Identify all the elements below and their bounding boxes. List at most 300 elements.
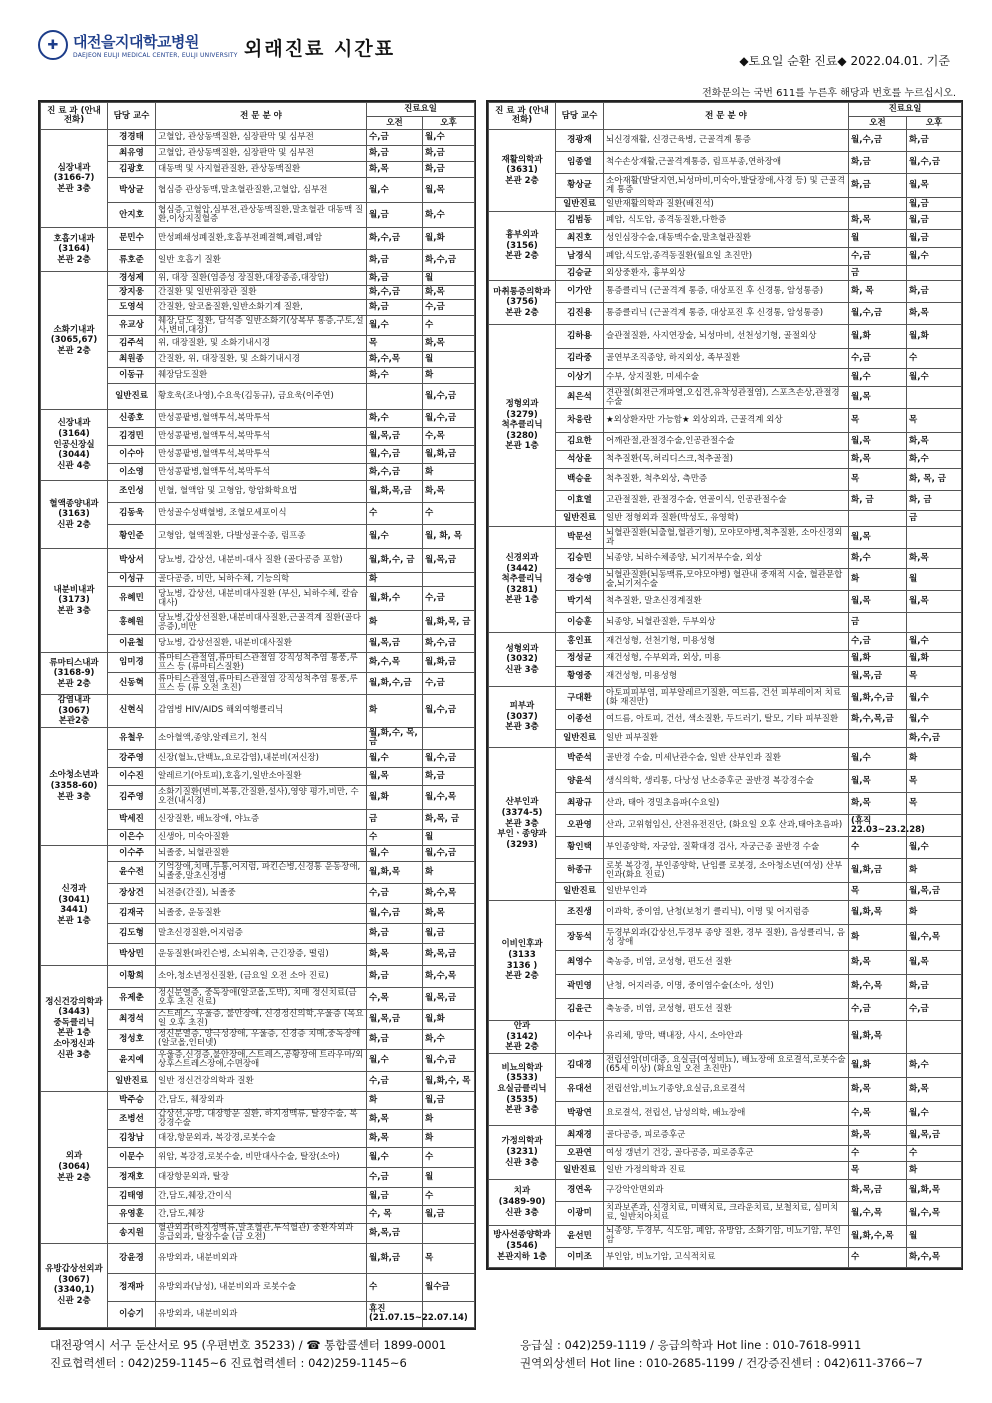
am-schedule: 화 — [367, 611, 423, 635]
pm-schedule: 수 — [423, 503, 475, 525]
pm-schedule: 월 — [423, 352, 475, 368]
doctor-name: 김재국 — [108, 903, 156, 923]
pm-schedule: 화,금 — [907, 281, 962, 303]
department-label: 유방갑상선외과 — [45, 1264, 103, 1275]
department-label: (3044) — [58, 450, 90, 461]
pm-schedule: 화,수 — [423, 203, 475, 228]
doctor-name: 최광규 — [556, 793, 604, 815]
doctor-name: 경광재 — [556, 130, 604, 152]
pm-schedule: 화,금 — [423, 767, 475, 785]
doctor-name: 박주승 — [108, 1091, 156, 1109]
am-schedule: 화,목 — [849, 451, 907, 469]
table-row — [41, 130, 475, 146]
department-cell — [489, 1225, 556, 1267]
department-label: 신관 3층 — [57, 1049, 91, 1060]
am-schedule: 화,목 — [849, 793, 907, 815]
specialty: 기억장애,치매,두통,어지럼, 파킨슨병,신경통 운동장애,뇌졸중,말초신경병 — [156, 861, 367, 883]
table-row — [489, 667, 962, 687]
pm-schedule: 화,목, 금 — [423, 809, 475, 829]
department-label: (3279) — [506, 409, 538, 420]
specialty: 뇌혈관질환(뇌동맥류,모야모야병) 혈관내 중재적 시술, 혈관문합술,뇌기저수술 — [604, 569, 849, 591]
pm-schedule: 수 — [907, 349, 962, 369]
table-row — [41, 845, 475, 861]
table-row — [489, 710, 962, 730]
am-schedule: 월,화 — [849, 651, 907, 667]
am-schedule: 화,목 — [849, 1125, 907, 1145]
header-am: 오전 — [367, 117, 423, 130]
doctor-name: 일반진료 — [556, 1161, 604, 1179]
department-label: 이비인후과 — [501, 939, 543, 950]
specialty: 골다공증, 피로증후군 — [604, 1125, 849, 1145]
specialty: 일반 정신건강의학과 질환 — [156, 1071, 367, 1091]
doctor-name: 강주영 — [108, 749, 156, 767]
doctor-name: 김범동 — [556, 212, 604, 230]
specialty: 소화기질환(변비,복통,간질환,설사),영양 평가,비만, 수 오전(내시경) — [156, 785, 367, 809]
am-schedule: 화,목 — [367, 1109, 423, 1129]
am-schedule: (휴직 22.03~23.2.28) — [849, 815, 907, 837]
department-label: (3156) — [506, 240, 538, 251]
pm-schedule: 화 — [907, 901, 962, 925]
department-label: 본관 1층 — [57, 916, 91, 926]
doctor-name: 김주영 — [108, 785, 156, 809]
table-row — [489, 409, 962, 433]
am-schedule: 월,수 — [367, 845, 423, 861]
department-label: 피부과 — [509, 701, 535, 712]
am-schedule: 금 — [849, 613, 907, 633]
specialty: 구강악안면외과 — [604, 1179, 849, 1201]
department-label: 소아정신과 — [53, 1039, 95, 1049]
department-label: (3293) — [506, 839, 538, 850]
department-label: 신관 2층 — [57, 1296, 91, 1306]
specialty: 재건성형, 미용성형 — [604, 667, 849, 687]
am-schedule: 금 — [367, 809, 423, 829]
am-schedule — [849, 198, 907, 212]
specialty: 산과, 고위험임신, 산전유전진단, (화요일 오후 산과,태아초음파) — [604, 815, 849, 837]
doctor-name: 이수나 — [556, 1021, 604, 1054]
department-label: (3756) — [506, 297, 538, 308]
doctor-name: 박기석 — [556, 591, 604, 613]
department-cell — [41, 410, 108, 481]
table-row — [489, 451, 962, 469]
department-cell — [41, 481, 108, 549]
department-label: 소아청소년과 — [49, 770, 99, 781]
am-schedule: 월,수,금 — [849, 303, 907, 325]
department-cell — [489, 527, 556, 633]
am-schedule: 월,수,금 — [367, 446, 423, 464]
pm-schedule: 월,화 — [907, 325, 962, 349]
doctor-name: 김도형 — [108, 923, 156, 943]
pm-schedule: 월 — [423, 272, 475, 286]
specialty: 뇌전증(간질), 뇌졸중 — [156, 883, 367, 903]
department-label: (3374-5) — [501, 808, 543, 819]
department-label: (3064) — [58, 1162, 90, 1173]
department-label: 본관 2층 — [505, 175, 539, 186]
am-schedule: 월,수 — [367, 316, 423, 336]
doctor-name: 황상균 — [556, 174, 604, 198]
table-row — [489, 793, 962, 815]
table-row — [489, 511, 962, 527]
table-row — [489, 1179, 962, 1201]
am-schedule: 월,수 — [849, 369, 907, 387]
am-schedule: 화,금 — [367, 923, 423, 943]
specialty: 대동맥 및 사지혈관질환, 관상동맥질환 — [156, 162, 367, 178]
am-schedule: 화,수,목 — [367, 653, 423, 673]
table-row — [489, 1225, 962, 1247]
pm-schedule: 월,수,금 — [423, 1049, 475, 1071]
am-schedule: 화,수,금 — [367, 286, 423, 300]
am-schedule: 화 — [367, 695, 423, 728]
table-row — [489, 325, 962, 349]
doctor-name: 유혜민 — [108, 587, 156, 611]
department-label: 인공신장실 — [53, 439, 95, 450]
pm-schedule: 월,화,수, 목 — [423, 1071, 475, 1091]
specialty: 간질환, 알코올질환,일반소화기계 질환, — [156, 300, 367, 316]
am-schedule: 금 — [849, 266, 907, 281]
doctor-name: 하종규 — [556, 859, 604, 883]
pm-schedule: 화, 금 — [907, 491, 962, 511]
am-schedule: 화,금 — [849, 174, 907, 198]
specialty: 로봇 복강경, 부인종양학, 난임클 로봇경, 소아청소년(여성) 산부인과(화요 진료) — [604, 859, 849, 883]
specialty: 축농증, 비염, 코성형, 편도선 질환 — [604, 999, 849, 1021]
am-schedule: 월,목,금 — [367, 428, 423, 446]
table-row — [489, 999, 962, 1021]
table-row — [41, 549, 475, 573]
specialty: 척수손상재활,근골격계통증, 림프부종,연하장애 — [604, 152, 849, 174]
doctor-name: 백승윤 — [556, 469, 604, 491]
specialty: 만성콩팥병,혈액투석,복막투석 — [156, 464, 367, 481]
specialty: 당뇨병, 갑상선질환, 내분비대사질환 — [156, 635, 367, 653]
header-doctor: 담당 교수 — [556, 103, 604, 130]
table-row — [41, 272, 475, 286]
pm-schedule: 화, 목, 금 — [907, 469, 962, 491]
pm-schedule: 목 — [907, 409, 962, 433]
department-label: 흉부외과 — [505, 230, 539, 241]
department-label: (3631) — [506, 165, 538, 176]
specialty: 소아,청소년정신질환, (금요일 오전 소아 진료) — [156, 965, 367, 987]
pm-schedule: 월,수,금 — [423, 749, 475, 767]
doctor-name: 김광호 — [108, 162, 156, 178]
am-schedule: 화,목 — [367, 162, 423, 178]
header-specialty: 전 문 분 야 — [156, 103, 367, 130]
pm-schedule: 화,금 — [423, 162, 475, 178]
pm-schedule: 화 — [423, 861, 475, 883]
pm-schedule: 목 — [907, 770, 962, 793]
specialty: 두경부외과(갑상선,두경부 종양 질환, 경부 질환), 음성클리닉, 음성 장애 — [604, 925, 849, 951]
doctor-name: 구대환 — [556, 687, 604, 710]
department-label: 중독클리닉 — [53, 1017, 95, 1028]
pm-schedule: 화,목 — [907, 549, 962, 569]
doctor-name: 유교상 — [108, 316, 156, 336]
am-schedule: 화, 목 — [849, 281, 907, 303]
specialty: 소아재활(발달지연,뇌성마비,미숙아,발달장애,사경 등) 및 근골격계 통증 — [604, 174, 849, 198]
department-label: 본관 2층 — [505, 971, 539, 982]
doctor-name: 신종호 — [108, 410, 156, 428]
specialty: 뇌종양, 두경부, 식도암, 폐암, 유방암, 소화기암, 비뇨기암, 부인암 — [604, 1225, 849, 1247]
department-label: 심장내과 — [57, 162, 91, 173]
doctor-name: 김윤근 — [556, 999, 604, 1021]
doctor-name: 김대경 — [556, 1053, 604, 1077]
doctor-name: 문민수 — [108, 228, 156, 250]
specialty: 만성콩팥병,혈액투석,복막투석 — [156, 428, 367, 446]
doctor-name: 장동석 — [556, 925, 604, 951]
hospital-name-en: DAEJEON EULJI MEDICAL CENTER, EULJI UNIVERSITY — [73, 52, 238, 59]
doctor-name: 석상윤 — [556, 451, 604, 469]
doctor-name: 김진용 — [556, 303, 604, 325]
doctor-name: 남경식 — [556, 248, 604, 266]
doctor-name: 최유영 — [108, 146, 156, 162]
department-label: 소화기내과 — [53, 324, 95, 335]
table-row — [41, 695, 475, 728]
specialty: 유리체, 망막, 백내장, 사시, 소아안과 — [604, 1021, 849, 1054]
specialty: 빈혈, 혈액암 및 고형암, 항암화학요법 — [156, 481, 367, 503]
department-label: 신관 3층 — [505, 664, 539, 675]
table-row — [489, 951, 962, 975]
pm-schedule: 화 — [423, 368, 475, 384]
table-row — [41, 965, 475, 987]
pm-schedule: 월수금 — [423, 1273, 475, 1301]
am-schedule: 월,화 — [367, 785, 423, 809]
department-label: 본관 2층 — [57, 345, 91, 356]
pm-schedule: 월,목 — [907, 174, 962, 198]
am-schedule: 월,화,목 — [849, 1021, 907, 1054]
pm-schedule: 화,금 — [423, 146, 475, 162]
doctor-name: 오관영 — [556, 815, 604, 837]
specialty: 전립선암(비대증, 요실금(여성비뇨), 배뇨장애 요로결석,로봇수술(65세 이상) (화요일 오전 초진만) — [604, 1053, 849, 1077]
department-label: 부인ㆍ종양과 — [497, 829, 547, 840]
pm-schedule: 월,화,금 — [423, 653, 475, 673]
specialty: 척추질환(목,허리디스크,척추골절) — [604, 451, 849, 469]
header — [38, 30, 958, 100]
table-row — [489, 1077, 962, 1101]
pm-schedule: 화 — [423, 1129, 475, 1147]
pm-schedule: 화,수 — [907, 451, 962, 469]
table-row — [489, 1125, 962, 1145]
pm-schedule: 화,목 — [907, 1077, 962, 1101]
pm-schedule: 월,목,금 — [423, 549, 475, 573]
doctor-name: 이상기 — [556, 369, 604, 387]
department-label: 본관지하 1층 — [497, 1251, 547, 1262]
department-label: (3173) — [58, 595, 90, 606]
doctor-name: 김승민 — [556, 549, 604, 569]
department-label: 감염내과 — [57, 695, 91, 705]
department-label: 신관 2층 — [57, 519, 91, 530]
department-cell — [489, 130, 556, 212]
am-schedule: 화,금 — [367, 1029, 423, 1049]
department-label: 본관 2층 — [505, 307, 539, 318]
am-schedule: 목 — [849, 883, 907, 901]
pm-schedule: 월,화,목, 금 — [423, 611, 475, 635]
am-schedule: 월,수 — [367, 525, 423, 549]
department-cell — [41, 549, 108, 653]
department-label: 비뇨의학과 — [501, 1062, 543, 1073]
doctor-name: 류호준 — [108, 250, 156, 272]
specialty: 대장,항문외과, 복강경,로봇수술 — [156, 1129, 367, 1147]
pm-schedule: 화 — [423, 464, 475, 481]
doctor-name: 이가안 — [556, 281, 604, 303]
am-schedule: 월,화 — [849, 1053, 907, 1077]
pm-schedule: 월,수 — [907, 248, 962, 266]
specialty: 간,담도,췌장,간이식 — [156, 1187, 367, 1205]
department-label: (3163) — [58, 509, 90, 520]
am-schedule: 화,금 — [367, 300, 423, 316]
doctor-name: 김동욱 — [108, 503, 156, 525]
am-schedule: 월,목,금 — [849, 667, 907, 687]
specialty: 간질환, 위, 대장질환, 및 소화기내시경 — [156, 352, 367, 368]
doctor-name: 이소영 — [108, 464, 156, 481]
specialty: 견관절(회전근개파열,오십견,유착성관절염), 스포츠손상,관절경 수술 — [604, 387, 849, 409]
specialty: 신생아, 미숙아질환 — [156, 829, 367, 845]
doctor-name: 최은석 — [556, 387, 604, 409]
table-row — [489, 130, 962, 152]
pm-schedule: 월,수 — [907, 633, 962, 651]
am-schedule: 수 — [849, 837, 907, 859]
specialty: 재건성형, 수부외과, 외상, 미용 — [604, 651, 849, 667]
specialty: 척추질환, 척추외상, 측만증 — [604, 469, 849, 491]
pm-schedule: 화 — [907, 748, 962, 770]
department-label: 본관2층 — [58, 716, 90, 727]
pm-schedule: 목 — [907, 667, 962, 687]
department-label: 성형외과 — [505, 643, 539, 654]
department-label: (3067) — [58, 705, 90, 716]
doctor-name: 이동규 — [108, 368, 156, 384]
am-schedule: 화 — [849, 569, 907, 591]
am-schedule: 화,목,금 — [849, 1179, 907, 1201]
department-label: 본관 2층 — [505, 1042, 539, 1053]
table-row — [489, 248, 962, 266]
doctor-name: 이광미 — [556, 1201, 604, 1225]
am-schedule: 화,목,금 — [367, 1223, 423, 1243]
doctor-name: 황영중 — [556, 667, 604, 687]
am-schedule: 수,금 — [849, 248, 907, 266]
table-row — [489, 212, 962, 230]
doctor-name: 이효열 — [556, 491, 604, 511]
right-schedule-table — [486, 100, 963, 1270]
department-label: (3443) — [58, 1007, 90, 1018]
department-label: 신경외과 — [505, 552, 539, 563]
am-schedule: 월,수,목 — [849, 1201, 907, 1225]
am-schedule: 수,금 — [367, 1071, 423, 1091]
pm-schedule: 월,수 — [907, 687, 962, 710]
doctor-name: 박준석 — [556, 748, 604, 770]
department-label: 혈액종양내과 — [49, 498, 99, 509]
specialty: 일반부인과 — [604, 883, 849, 901]
pm-schedule: 화 — [907, 1161, 962, 1179]
pm-schedule: 월 — [423, 1167, 475, 1187]
specialty: 부인종양학, 자궁암, 질확대경 검사, 자궁근종 골반경 수술 — [604, 837, 849, 859]
specialty: 정신분열증, 중독장애(알코올,도박), 치매 정신치료(금 오후 초진 진료) — [156, 987, 367, 1009]
department-label: (3489-90) — [498, 1197, 546, 1208]
am-schedule: 월,금 — [367, 1187, 423, 1205]
table-row — [489, 152, 962, 174]
specialty: 뇌종양, 뇌혈관질환, 두부외상 — [604, 613, 849, 633]
table-row — [489, 1161, 962, 1179]
am-schedule: 월,목 — [849, 433, 907, 451]
am-schedule: 월,화,금 — [849, 859, 907, 883]
table-row — [41, 481, 475, 503]
doctor-name: 강윤경 — [108, 1243, 156, 1273]
doctor-name: 홍혜원 — [108, 611, 156, 635]
am-schedule: 휴진 (21.07.15~22.07.14) — [367, 1301, 423, 1327]
header-am: 오전 — [849, 117, 907, 130]
specialty: 여드름, 아토피, 건선, 색소질환, 두드러기, 탈모, 기타 피부질환 — [604, 710, 849, 730]
am-schedule: 월,수,금 — [367, 903, 423, 923]
pm-schedule: 화,금 — [907, 130, 962, 152]
header-schedule: 진료요일 — [849, 103, 962, 117]
pm-schedule: 화,수,목 — [423, 965, 475, 987]
doctor-name: 조진생 — [556, 901, 604, 925]
department-label: 외과 — [65, 1151, 83, 1162]
specialty: 류마티스관절염,류마티스관절염 강직성척추염 통풍,루프스 등 (류 오전 초진) — [156, 673, 367, 695]
pm-schedule: 월,금 — [423, 1091, 475, 1109]
specialty: 고혈압, 관상동맥질환, 심장판막 및 심부전 — [156, 146, 367, 162]
table-row — [489, 369, 962, 387]
am-schedule: 목 — [849, 469, 907, 491]
department-cell — [489, 1021, 556, 1054]
doctor-name: 조병선 — [108, 1109, 156, 1129]
am-schedule: 월,화,수 — [367, 587, 423, 611]
doctor-name: 최원종 — [108, 352, 156, 368]
specialty: 만성콩팥병,혈액투석,복막투석 — [156, 446, 367, 464]
specialty: 일반 가정의학과 진료 — [604, 1161, 849, 1179]
left-schedule-table — [38, 100, 476, 1330]
table-row — [489, 527, 962, 549]
department-label: (3041) — [58, 894, 90, 905]
table-row — [489, 198, 962, 212]
doctor-name: 경연옥 — [556, 1179, 604, 1201]
pm-schedule: 화,목 — [423, 903, 475, 923]
specialty: 황호욱(조나영),수요욱(김동규), 금요욱(이주연) — [156, 384, 367, 410]
specialty: 유방외과, 내분비외과 — [156, 1301, 367, 1327]
doctor-name: 이문수 — [108, 1147, 156, 1167]
pm-schedule: 화,금 — [907, 975, 962, 999]
am-schedule — [849, 730, 907, 748]
pm-schedule: 화 — [907, 859, 962, 883]
am-schedule: 수,목 — [367, 987, 423, 1009]
am-schedule: 월,화,금 — [367, 1243, 423, 1273]
department-label: 재활의학과 — [501, 154, 543, 165]
table-row — [489, 1021, 962, 1054]
department-label: (3340,1) — [53, 1285, 95, 1296]
department-label: 본관 3층 — [505, 1105, 539, 1116]
doctor-name: 홍인표 — [556, 633, 604, 651]
department-label: 안과 — [513, 1021, 531, 1031]
doctor-name: 경경태 — [108, 130, 156, 146]
am-schedule: 월,목 — [849, 387, 907, 409]
am-schedule: 화,목 — [367, 943, 423, 965]
pm-schedule: 화,목 — [907, 303, 962, 325]
specialty: 요로결석, 전립선, 남성의학, 배뇨장애 — [604, 1101, 849, 1125]
am-schedule: 수 — [849, 1145, 907, 1161]
specialty: 대장항문외과, 탈장 — [156, 1167, 367, 1187]
doctor-name: 김요한 — [556, 433, 604, 451]
doctor-name: 오관연 — [556, 1145, 604, 1161]
department-cell — [489, 212, 556, 281]
am-schedule: 월,화,목,금 — [367, 481, 423, 503]
doctor-name: 김창남 — [108, 1129, 156, 1147]
doctor-name: 일반진료 — [108, 384, 156, 410]
department-label: 본관 2층 — [57, 1172, 91, 1183]
doctor-name: 이황희 — [108, 965, 156, 987]
specialty: 혈관외과(하지정맥류,말초혈관,투석혈관) 중환자외과 응급외과, 탈장수술 (금 오전) — [156, 1223, 367, 1243]
table-row — [489, 633, 962, 651]
specialty: 당뇨병,갑상선질환,내분비대사질환,근골격계 질환(골다공증),비만 — [156, 611, 367, 635]
specialty: 신장(혈뇨,단백뇨,요로감염),내분비(저신장) — [156, 749, 367, 767]
pm-schedule: 월,수 — [423, 130, 475, 146]
table-row — [489, 1145, 962, 1161]
specialty: 만성콩팥병,혈액투석,복막투석 — [156, 410, 367, 428]
doctor-name: 이윤철 — [108, 635, 156, 653]
table-row — [489, 613, 962, 633]
